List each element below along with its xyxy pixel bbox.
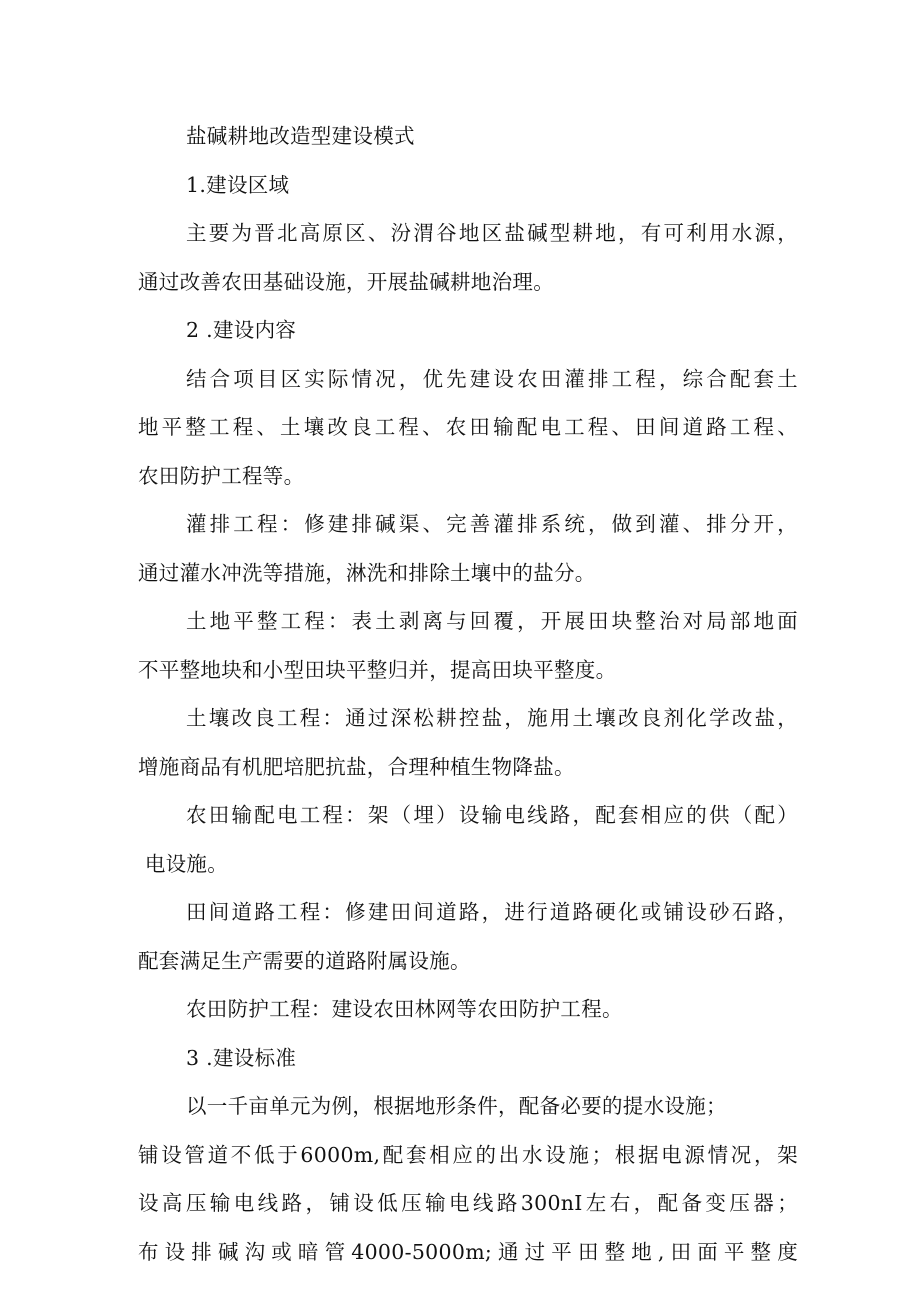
document-body (138, 112, 798, 1276)
section-heading-1: 1.建设区域 (186, 172, 290, 197)
paragraph-line: 田间道路工程：修建田间道路，进行道路硬化或铺设砂石路， (186, 900, 798, 924)
document-title: 盐碱耕地改造型建设模式 (186, 124, 415, 148)
paragraph-line: 通过改善农田基础设施，开展盐碱耕地治理。 (138, 269, 554, 294)
paragraph-line: 增施商品有机肥培肥抗盐，合理种植生物降盐。 (138, 754, 575, 779)
section-heading-2: 2 .建设内容 (186, 318, 297, 342)
paragraph-line: 农田输配电工程：架（埋）设输电线路，配套相应的供（配） (186, 803, 798, 827)
paragraph-line: 农田防护工程：建设农田林网等农田防护工程。 (186, 997, 623, 1021)
paragraph-line: 以一千亩单元为例，根据地形条件，配备必要的提水设施； (186, 1094, 727, 1118)
paragraph-line: 灌排工程：修建排碱渠、完善灌排系统，做到灌、排分开， (186, 512, 798, 536)
paragraph-line: 设高压输电线路，铺设低压输电线路300nI左右，配备变压器； (138, 1191, 798, 1215)
paragraph-line: 不平整地块和小型田块平整归并，提高田块平整度。 (138, 657, 617, 682)
paragraph-line: 布设排碱沟或暗管4000-5000m;通过平田整地,田面平整度 (138, 1239, 798, 1264)
section-heading-3: 3 .建设标准 (186, 1045, 297, 1070)
paragraph-line: 主要为晋北高原区、汾渭谷地区盐碱型耕地，有可利用水源， (186, 221, 798, 245)
paragraph-line: 土壤改良工程：通过深松耕控盐，施用土壤改良剂化学改盐， (186, 706, 798, 730)
paragraph-line: 铺设管道不低于6000m,配套相应的出水设施；根据电源情况，架 (138, 1142, 798, 1167)
paragraph-line: 结合项目区实际情况，优先建设农田灌排工程，综合配套土 (186, 366, 798, 391)
paragraph-line: 农田防护工程等。 (138, 463, 305, 488)
paragraph-line: 地平整工程、土壤改良工程、农田输配电工程、田间道路工程、 (138, 415, 798, 439)
paragraph-line: 通过灌水冲洗等措施，淋洗和排除土壤中的盐分。 (138, 560, 596, 585)
paragraph-line: 配套满足生产需要的道路附属设施。 (138, 948, 471, 973)
paragraph-line: 电设施。 (138, 851, 229, 876)
paragraph-line: 土地平整工程：表土剥离与回覆，开展田块整治对局部地面 (186, 609, 798, 633)
